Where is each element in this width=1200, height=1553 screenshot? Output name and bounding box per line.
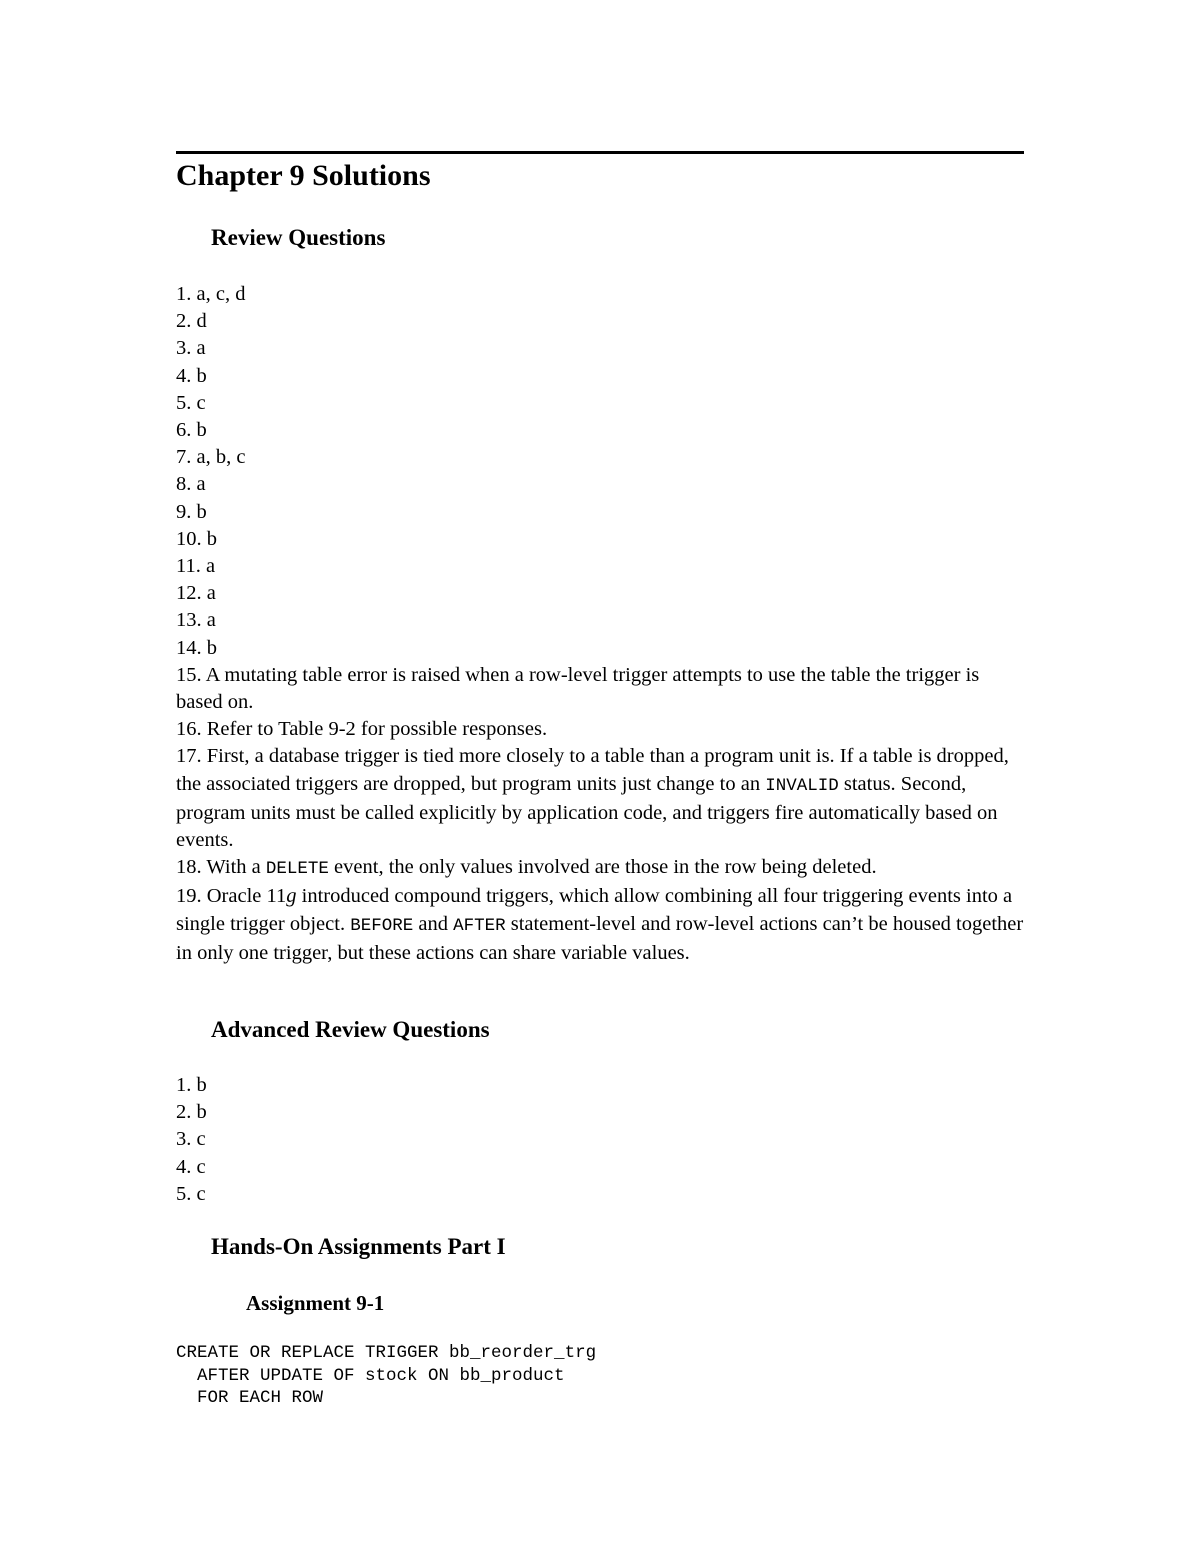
review-answer: 8. a: [176, 473, 206, 496]
advanced-answer: 3. c: [176, 1128, 206, 1151]
answer-text: event, the only values involved are those in the row being deleted.: [328, 856, 877, 879]
top-rule: [176, 151, 1024, 154]
answer-text: and: [413, 912, 454, 935]
review-answers-list: [176, 281, 1026, 967]
advanced-answer: 2. b: [176, 1101, 207, 1124]
review-answer-18: [176, 854, 1026, 883]
answer-text: status. Second, program units must be called explicitly by application code, and triggers fire automatically based on events.: [176, 772, 998, 852]
review-answer: 5. c: [176, 391, 206, 414]
review-answer-16: 16. Refer to Table 9-2 for possible responses.: [176, 718, 548, 741]
advanced-answers-list: [176, 1072, 1026, 1208]
review-answer: 1. a, c, d: [176, 283, 246, 305]
answer-text: 18. With a: [176, 856, 266, 879]
answer-text: 17. First, a database trigger is tied more closely to a table than a program unit is. If a table is dropped, the associated triggers are dropped, but program units just change to an: [176, 745, 1009, 795]
code-term: DELETE: [265, 859, 329, 880]
review-answer-19: [176, 883, 1026, 967]
review-answer: 3. a: [176, 337, 206, 360]
review-answer: 4. b: [176, 364, 207, 387]
advanced-answer: 1. b: [176, 1074, 207, 1096]
chapter-title: Chapter 9 Solutions: [176, 159, 431, 192]
code-term: INVALID: [765, 775, 839, 796]
answer-text: statement-level and row-level actions can’t be housed together in only one trigger, but these actions can share variable values.: [176, 912, 1024, 964]
code-line: CREATE OR REPLACE TRIGGER bb_reorder_trg: [176, 1343, 597, 1363]
advanced-answer: 5. c: [176, 1182, 206, 1205]
code-line: FOR EACH ROW: [176, 1388, 324, 1408]
review-answer: 10. b: [176, 527, 217, 550]
assignment-heading: Assignment 9-1: [246, 1291, 385, 1315]
review-answer: 11. a: [176, 555, 216, 578]
advanced-answer: 4. c: [176, 1155, 206, 1178]
review-answer: 9. b: [176, 500, 207, 523]
answer-text: introduced compound triggers, which allow combining all four triggering events into a single trigger object.: [176, 885, 1013, 935]
advanced-review-heading: Advanced Review Questions: [211, 1017, 490, 1042]
code-term: AFTER: [453, 915, 506, 936]
italic-g: g: [286, 885, 297, 908]
review-answer: 7. a, b, c: [176, 446, 246, 469]
review-answer: 14. b: [176, 636, 217, 659]
review-answer: 13. a: [176, 609, 216, 632]
review-questions-heading: Review Questions: [211, 225, 386, 250]
review-answer: 2. d: [176, 310, 207, 333]
review-answer: 12. a: [176, 582, 216, 605]
handson-heading: Hands-On Assignments Part I: [211, 1234, 506, 1259]
code-line: AFTER UPDATE OF stock ON bb_product: [176, 1365, 565, 1386]
answer-text: 19. Oracle 11: [176, 885, 287, 908]
code-term: BEFORE: [350, 915, 414, 936]
review-answer-15: 15. A mutating table error is raised when a row-level trigger attempts to use the table the trigger is based on.: [176, 663, 980, 714]
review-answer-17: [176, 743, 1026, 854]
review-answer: 6. b: [176, 419, 207, 442]
code-block: [176, 1342, 596, 1410]
